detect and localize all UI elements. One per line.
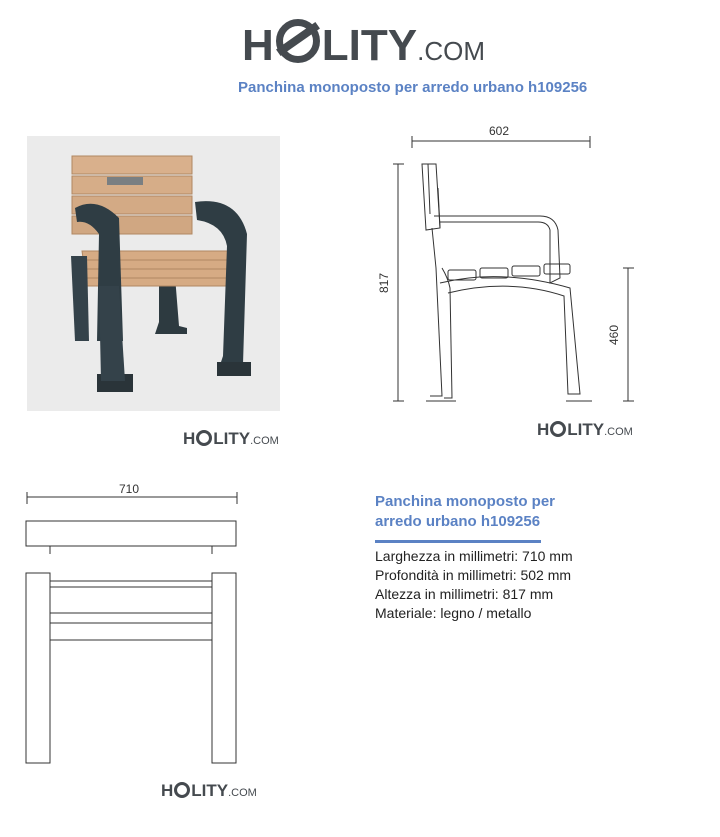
logo-ring-icon [196, 430, 212, 446]
logo-ring-icon [276, 19, 320, 63]
spec-row-material: Materiale: legno / metallo [375, 605, 532, 621]
side-view-drawing [370, 118, 660, 413]
spec-divider [375, 540, 541, 543]
header-logo[interactable] [242, 16, 485, 71]
logo-letters-lity: LITY [321, 21, 418, 70]
spec-title-line-1: Panchina monoposto per [375, 493, 556, 510]
logo-domain: .COM [417, 36, 485, 66]
logo-ring-icon [174, 782, 190, 798]
side-logo: H LITY .COM [537, 420, 633, 439]
side-view-svg [370, 118, 660, 413]
spec-block [375, 492, 675, 623]
spec-row-height: Altezza in millimetri: 817 mm [375, 586, 554, 602]
side-height-label: 817 [377, 272, 392, 294]
spec-row-width: Larghezza in millimetri: 710 mm [375, 548, 573, 564]
front-view-svg [15, 480, 255, 770]
side-seat-height-label: 460 [607, 324, 622, 346]
front-view-drawing [15, 480, 255, 770]
photo-logo: H LITY .COM [183, 429, 279, 448]
front-width-label: 710 [119, 482, 140, 496]
logo-ring-icon [550, 421, 566, 437]
front-logo: H LITY .COM [161, 781, 257, 800]
page-title: Panchina monoposto per arredo urbano h109256 [238, 79, 588, 96]
product-photo [27, 136, 280, 411]
spec-title-line-2: arredo urbano h109256 [375, 513, 541, 530]
logo-letter-h: H [242, 21, 274, 70]
chair-photo-illustration [27, 136, 280, 411]
spec-row-depth: Profondità in millimetri: 502 mm [375, 567, 572, 583]
side-width-label: 602 [489, 124, 510, 138]
